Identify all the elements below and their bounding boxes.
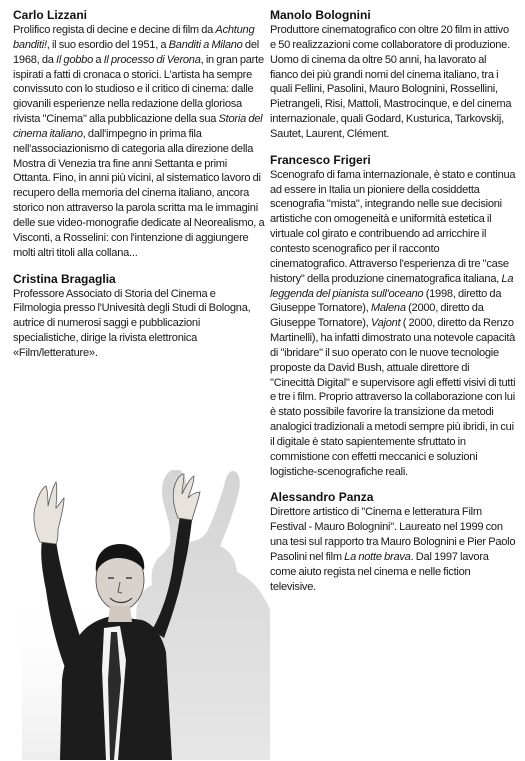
film-title: Il processo di Verona: [103, 53, 201, 66]
film-title: La notte brava: [344, 551, 411, 563]
bio-cristina-bragaglia: [13, 272, 265, 361]
bio-manolo-bolognini: [270, 8, 516, 142]
bio-alessandro-panza: [270, 490, 516, 594]
book-title: Storia del cinema italiano: [13, 113, 263, 140]
bio-name: Francesco Frigeri: [270, 152, 371, 167]
film-title: Il gobbo: [56, 53, 93, 66]
bio-text: Direttore artistico di "Cinema e letteratura Film Festival - Mauro Bolognini". Laureato nel 1999 con una tesi sul rapporto tra Mauro Bolognini e Pier Paolo Pasolini nel film La notte brava. Dal 1997 lavora come aiuto regista nel cinema e nelle fiction televisive.: [270, 506, 516, 593]
bio-francesco-frigeri: [270, 153, 516, 480]
bio-text: Professore Associato di Storia del Cinema e Filmologia presso l'Univesità degli Studi di Bologna, autrice di numerosi saggi e pubblicazioni specialistiche, dirige la rivista elettronica «Film/letterature».: [13, 287, 251, 359]
left-column: [13, 8, 265, 372]
bio-text: Prolifico regista di decine e decine di film da Achtung banditi!, il suo esordio del 1951, a Banditi a Milano del 1968, da Il gobbo a Il processo di Verona, in gran parte ispirati a fatti di cronaca o storici. L'artista ha sempre convissuto con lo studioso e il critico di cinema: dalle giovanili esperienze nella redazione della gloriosa rivista "Cinema" alla pubblicazione della sua Storia del cinema italiano, dall'impegno in prima fila nell'associazionismo di categoria alla direzione della Mostra di Venezia tra fine anni Settanta e primi Ottanta. Fino, in anni più vicini, al sistematico lavoro di recupero della memoria del cinema italiano, ancora storico non attraverso la parola scritta ma le immagini delle sue video-monografie dedicate al Neorealismo, a Visconti, a Rosselini: con l'intenzione di aggiungere molti altri titoli alla collana...: [13, 24, 265, 259]
bio-text: Scenografo di fama internazionale, è stato e continua ad essere in Italia un pioniere della cosiddetta scenografia "mista", integrando nelle sue decisioni artistiche con omogeneità e uniformità estetica il virtuale col girato e contribuendo ad arricchire il contesto scenografico per il racconto cinematografico. Attraverso l'esperienza di tre "case history" della produzione cinematografica italiana, La leggenda del pianista sull'oceano (1998, diretto da Giuseppe Tornatore), Malena (2000, diretto da Giuseppe Tornatore), Vajont ( 2000, diretto da Renzo Martinelli), ha infatti dimostrato una notevole capacità di "ibridare" il suo operato con le nuove tecnologie proposte da David Bush, attuale direttore di "Cinecittà Digital" e supervisore agli effetti visivi di tutti e tre i film. Proprio attraverso la collaborazione con lui è stato possibile favorire la transizione da metodi analogici tradizionali a metodi sempre più ibridi, in cui il digitale è stato sapientemente sfruttato in commistione con effetti meccanici e soluzioni logistiche-scenografiche reali.: [270, 168, 516, 478]
film-title: Malena: [370, 302, 406, 315]
bio-carlo-lizzani: [13, 8, 265, 261]
bio-name: Manolo Bolognini: [270, 8, 371, 22]
man-raising-arms-photo: [22, 460, 270, 760]
film-title: La leggenda del pianista sull'oceano: [270, 272, 514, 300]
bio-text: Produttore cinematografico con oltre 20 film in attivo e 50 realizzazioni come collaboratore di produzione. Uomo di cinema da oltre 50 anni, ha lavorato al fianco dei più grandi nomi del cinema italiano, tra i quali Fellini, Pasolini, Mauro Bolognini, Rossellini, Pietrangeli, Risi, Mattoli, Mastrocinque, e del cinema internazionale, quali Godard, Kusturica, Tarkovskij, Sautet, Laurent, Clément.: [270, 24, 512, 140]
right-column: [270, 8, 516, 606]
film-title: Vajont: [370, 317, 401, 330]
bio-name: Carlo Lizzani: [13, 8, 88, 22]
bio-name: Alessandro Panza: [270, 490, 374, 505]
film-title: Achtung banditi!: [13, 24, 255, 51]
bio-name: Cristina Bragaglia: [13, 271, 116, 286]
film-title: Banditi a Milano: [168, 38, 243, 51]
